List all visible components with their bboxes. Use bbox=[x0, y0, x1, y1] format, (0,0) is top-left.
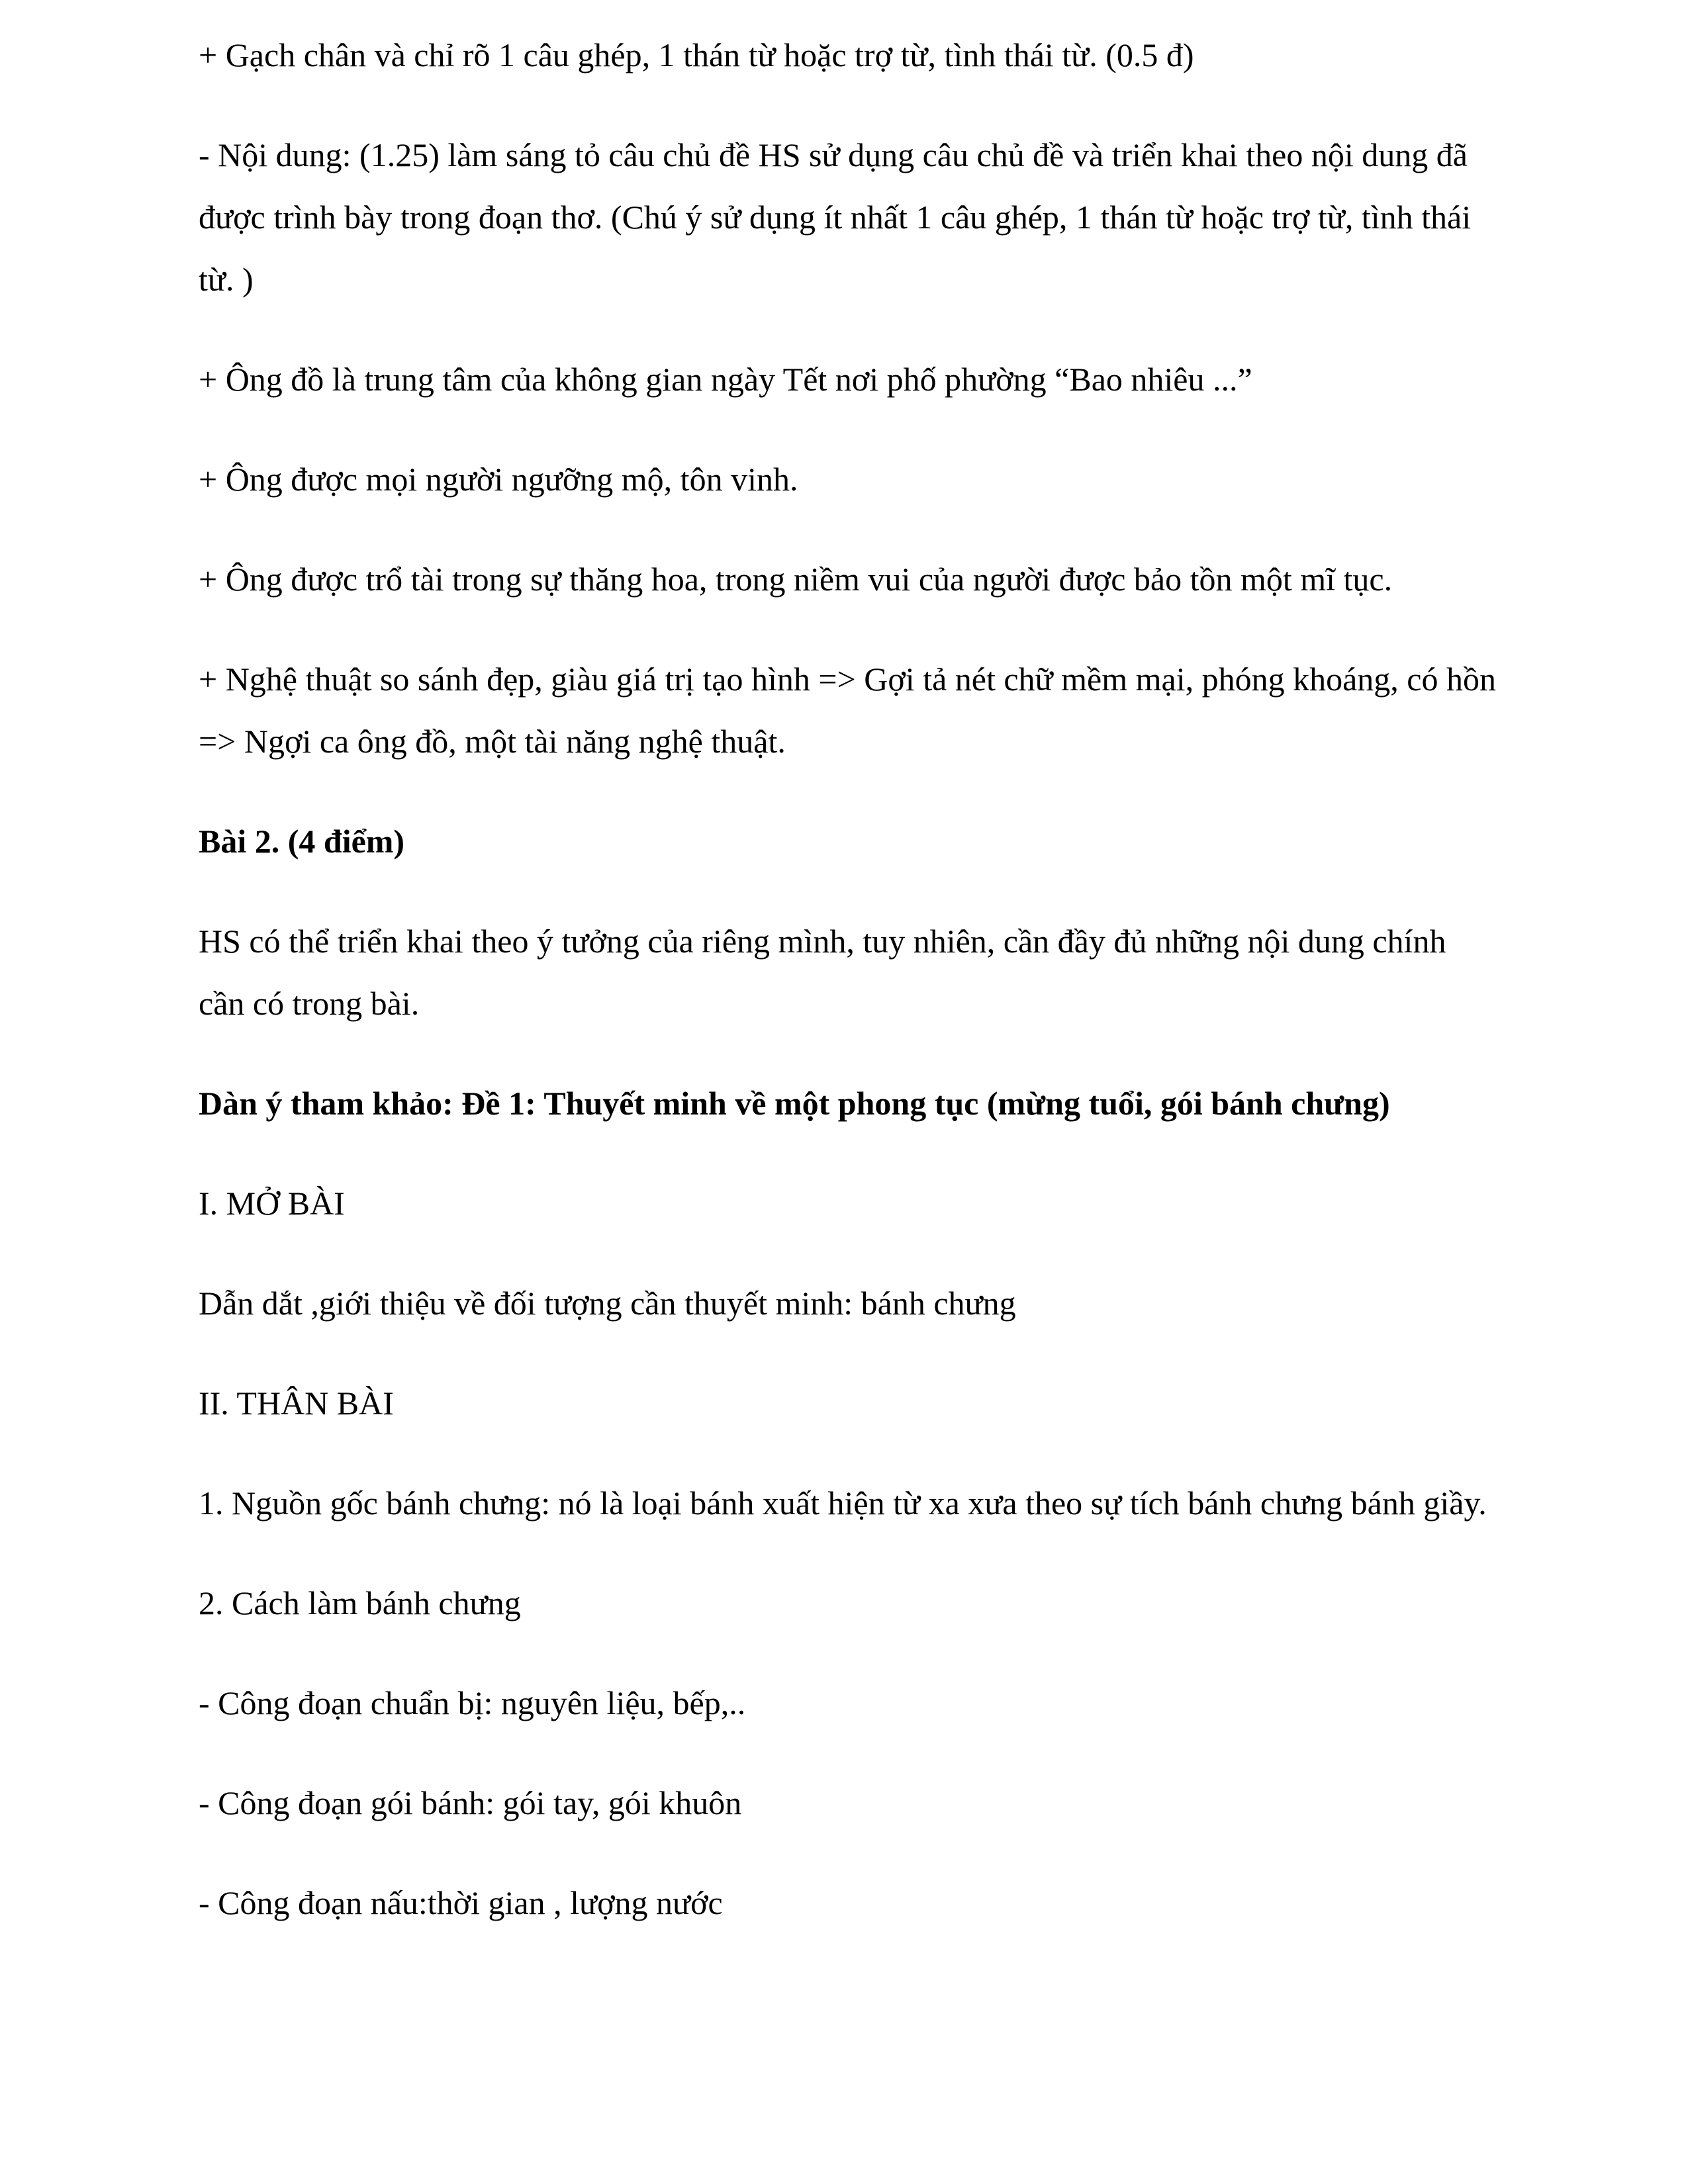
paragraph-step-prepare: - Công đoạn chuẩn bị: nguyên liệu, bếp,.. bbox=[199, 1684, 746, 1721]
heading-outline: Dàn ý tham khảo: Đề 1: Thuyết minh về một phong tục (mừng tuổi, gói bánh chưng) bbox=[199, 1085, 1390, 1122]
paragraph-mo-bai: Dẫn dắt ,giới thiệu về đối tượng cần thuyết minh: bánh chưng bbox=[199, 1285, 1016, 1322]
paragraph-origin: 1. Nguồn gốc bánh chưng: nó là loại bánh xuất hiện từ xa xưa theo sự tích bánh chưng bánh giầy. bbox=[199, 1484, 1487, 1522]
paragraph-step-wrap: - Công đoạn gói bánh: gói tay, gói khuôn bbox=[199, 1784, 742, 1821]
heading-mo-bai: I. MỞ BÀI bbox=[199, 1185, 345, 1222]
paragraph-how-to: 2. Cách làm bánh chưng bbox=[199, 1584, 521, 1621]
paragraph-step-cook: - Công đoạn nấu:thời gian , lượng nước bbox=[199, 1884, 723, 1921]
paragraph-point-art: + Nghệ thuật so sánh đẹp, giàu giá trị tạo hình => Gợi tả nét chữ mềm mại, phóng khoáng, có hồn => Ngợi ca ông đồ, một tài năng nghệ thuật. bbox=[199, 660, 1496, 760]
paragraph-point-admired: + Ông được mọi người ngưỡng mộ, tôn vinh. bbox=[199, 461, 798, 498]
heading-bai-2: Bài 2. (4 điểm) bbox=[199, 823, 405, 860]
paragraph-bai-2-intro: HS có thể triển khai theo ý tưởng của riêng mình, tuy nhiên, cần đầy đủ những nội dung chính cần có trong bài. bbox=[199, 923, 1446, 1022]
heading-than-bai: II. THÂN BÀI bbox=[199, 1385, 394, 1422]
document-body bbox=[199, 24, 1496, 1934]
paragraph-point-talent: + Ông được trổ tài trong sự thăng hoa, trong niềm vui của người được bảo tồn một mĩ tục. bbox=[199, 561, 1393, 598]
paragraph-content-criteria: - Nội dung: (1.25) làm sáng tỏ câu chủ đề HS sử dụng câu chủ đề và triển khai theo nội dung đã được trình bày trong đoạn thơ. (Chú ý sử dụng ít nhất 1 câu ghép, 1 thán từ hoặc trợ từ, tình thái từ. ) bbox=[199, 136, 1472, 298]
paragraph-point-center: + Ông đồ là trung tâm của không gian ngày Tết nơi phố phường “Bao nhiêu ...” bbox=[199, 361, 1252, 398]
paragraph-underline-instruction: + Gạch chân và chỉ rõ 1 câu ghép, 1 thán từ hoặc trợ từ, tình thái từ. (0.5 đ) bbox=[199, 36, 1194, 73]
